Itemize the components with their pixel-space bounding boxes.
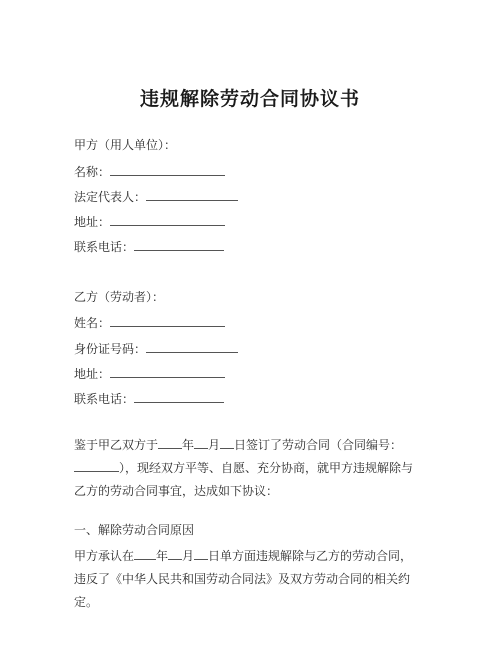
section1-year: 年 <box>156 549 169 563</box>
party-b-name-label: 姓名： <box>74 316 111 330</box>
party-b-phone-blank <box>134 390 224 403</box>
party-a-name-line <box>74 163 225 180</box>
party-a-address-blank <box>110 213 225 226</box>
intro-year: 年 <box>182 438 195 452</box>
party-a-phone-line <box>74 238 224 255</box>
intro-month: 月 <box>208 438 221 452</box>
party-b-phone-line <box>74 390 224 407</box>
intro-paragraph <box>74 434 424 503</box>
party-b-name-line <box>74 314 225 331</box>
party-a-name-label: 名称： <box>74 165 111 179</box>
intro-month-blank <box>194 436 208 449</box>
party-b-address-label: 地址： <box>74 367 111 381</box>
section1-part2: 日单方面违规解除与乙方的劳动合同，违反了《中华人民共和国劳动合同法》及双方劳动合同的相关约定。 <box>74 549 413 609</box>
party-a-address-line <box>74 213 225 230</box>
party-b-id-label: 身份证号码： <box>74 342 147 356</box>
intro-part1: 鉴于甲乙双方于 <box>74 438 159 452</box>
party-b-address-line <box>74 365 225 382</box>
party-b-address-blank <box>110 365 225 378</box>
party-b-heading: 乙方（劳动者）： <box>74 290 165 304</box>
section1-year-blank <box>134 547 156 560</box>
party-a-address-label: 地址： <box>74 215 111 229</box>
party-a-heading: 甲方（用人单位）： <box>74 138 177 152</box>
party-a-phone-label: 联系电话： <box>74 240 135 254</box>
intro-day-blank <box>220 436 234 449</box>
section1-part1: 甲方承认在 <box>74 549 135 563</box>
section1-heading: 一、解除劳动合同原因 <box>74 523 195 537</box>
party-a-phone-blank <box>134 238 224 251</box>
party-a-rep-label: 法定代表人： <box>74 190 147 204</box>
intro-part2: 日签订了劳动合同（合同编号： <box>234 438 403 452</box>
party-a-rep-line <box>74 188 238 205</box>
section1-day-blank <box>194 547 208 560</box>
intro-contract-no-blank <box>74 459 119 472</box>
party-b-phone-label: 联系电话： <box>74 392 135 406</box>
party-a-rep-blank <box>146 188 238 201</box>
party-b-name-blank <box>110 314 225 327</box>
section1-paragraph <box>74 545 424 614</box>
section1-month: 月 <box>182 549 195 563</box>
intro-part3: ），现经双方平等、自愿、充分协商，就甲方违规解除与乙方的劳动合同事宜，达成如下协议： <box>74 461 414 498</box>
party-b-id-line <box>74 340 238 357</box>
intro-year-blank <box>158 436 182 449</box>
party-a-name-blank <box>110 163 225 176</box>
document-title: 违规解除劳动合同协议书 <box>139 88 360 110</box>
section1-month-blank <box>168 547 182 560</box>
party-b-id-blank <box>146 340 238 353</box>
